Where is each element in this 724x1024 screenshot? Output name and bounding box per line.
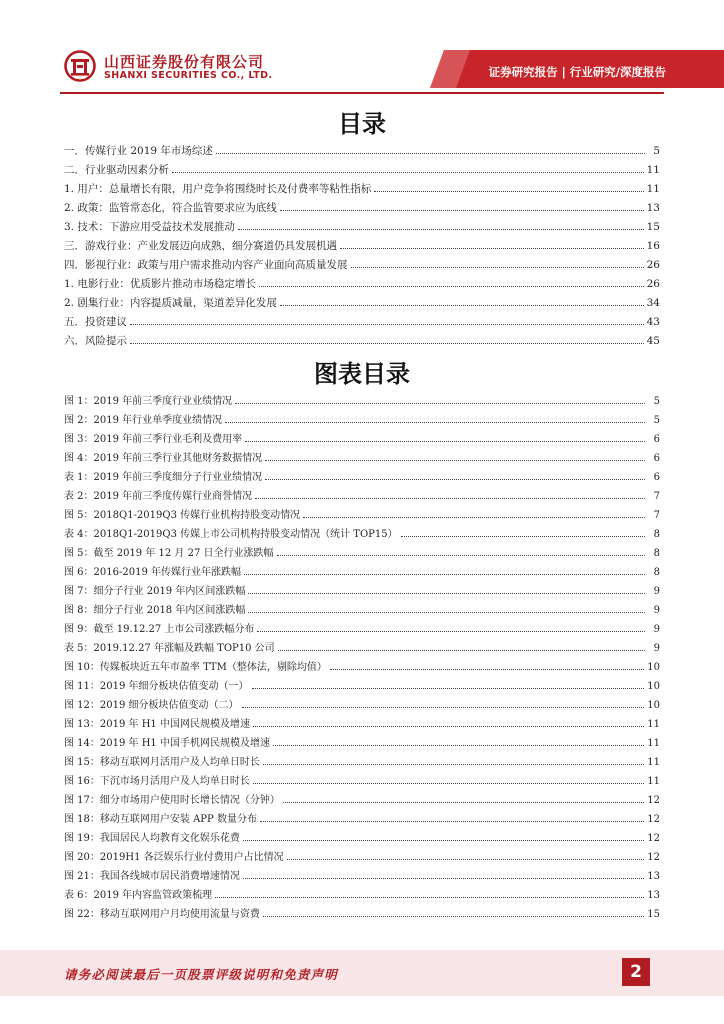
figure-entry-page: 13 xyxy=(647,871,660,882)
toc-entry-label: 五．投资建议 xyxy=(64,316,127,328)
dot-leader xyxy=(253,775,644,784)
figure-entry[interactable] xyxy=(64,563,660,582)
toc-entry-page: 43 xyxy=(646,316,660,328)
figure-entry-page: 11 xyxy=(647,757,660,768)
toc-entry[interactable] xyxy=(64,295,660,314)
toc-entry-page: 5 xyxy=(653,145,660,157)
figure-entry-label: 图 1：2019 年前三季度行业业绩情况 xyxy=(64,396,233,407)
page-number: 2 xyxy=(622,958,650,986)
disclaimer-note: 请务必阅读最后一页股票评级说明和免责声明 xyxy=(64,967,339,982)
figure-entry-label: 图 10：传媒板块近五年市盈率 TTM（整体法，剔除均值） xyxy=(64,662,327,673)
figure-entry-label: 图 5：截至 2019 年 12 月 27 日全行业涨跌幅 xyxy=(64,548,274,559)
figure-entry-label: 图 18：移动互联网用户安装 APP 数量分布 xyxy=(64,814,257,825)
figure-entry-label: 图 19：我国居民人均教育文化娱乐花费 xyxy=(64,833,240,844)
toc-entry[interactable] xyxy=(64,143,660,162)
figure-entry-label: 图 17：细分市场用户使用时长增长情况（分钟） xyxy=(64,795,280,806)
dot-leader xyxy=(265,452,645,461)
figure-entry-page: 11 xyxy=(647,738,660,749)
figure-entry[interactable] xyxy=(64,696,660,715)
figure-entry-page: 8 xyxy=(653,529,660,540)
figure-entry-label: 图 21：我国各线城市居民消费增速情况 xyxy=(64,871,240,882)
toc-entry-label: 六．风险提示 xyxy=(64,335,127,347)
toc-entry-label: 2. 剧集行业：内容提质减量，渠道差异化发展 xyxy=(64,297,277,309)
figure-entry-page: 13 xyxy=(647,890,660,901)
figure-entry-label: 图 14：2019 年 H1 中国手机网民规模及增速 xyxy=(64,738,270,749)
dot-leader xyxy=(245,433,645,442)
figure-entry[interactable] xyxy=(64,411,660,430)
figure-entry-label: 图 2：2019 年行业单季度业绩情况 xyxy=(64,415,223,426)
dot-leader xyxy=(252,680,645,689)
toc-entry-label: 三．游戏行业：产业发展迈向成熟，细分赛道仍具发展机遇 xyxy=(64,240,337,252)
figure-entry[interactable] xyxy=(64,449,660,468)
report-type-label: 证券研究报告 | 行业研究/深度报告 xyxy=(488,65,666,79)
figure-entry-page: 7 xyxy=(653,510,660,521)
toc-entry-label: 一．传媒行业 2019 年市场综述 xyxy=(64,145,213,157)
dot-leader xyxy=(130,334,644,344)
figure-entry[interactable] xyxy=(64,430,660,449)
toc-entry[interactable] xyxy=(64,219,660,238)
figure-entry[interactable] xyxy=(64,772,660,791)
toc-entry-page: 26 xyxy=(646,278,660,290)
dot-leader xyxy=(273,737,644,746)
dot-leader xyxy=(340,239,644,249)
toc-entry-page: 13 xyxy=(646,202,660,214)
dot-leader xyxy=(255,490,645,499)
dot-leader xyxy=(401,528,645,537)
figure-entry[interactable] xyxy=(64,715,660,734)
figure-entry-page: 12 xyxy=(647,814,660,825)
dot-leader xyxy=(287,851,645,860)
figure-entry-page: 9 xyxy=(653,586,660,597)
figure-entry-label: 图 15：移动互联网月活用户及人均单日时长 xyxy=(64,757,260,768)
page-footer xyxy=(0,950,724,996)
figure-entry-page: 5 xyxy=(653,396,660,407)
figure-entry-label: 图 3：2019 年前三季行业毛利及费用率 xyxy=(64,434,243,445)
figure-entry-label: 图 8：细分子行业 2018 年内区间涨跌幅 xyxy=(64,605,246,616)
figure-entry-label: 图 13：2019 年 H1 中国网民规模及增速 xyxy=(64,719,250,730)
company-name-cn: 山西证券股份有限公司 xyxy=(104,53,265,71)
figure-entry[interactable] xyxy=(64,848,660,867)
toc-entry-label: 四．影视行业：政策与用户需求推动内容产业面向高质量发展 xyxy=(64,259,348,271)
figure-entry-label: 表 4：2018Q1-2019Q3 传媒上市公司机构持股变动情况（统计 TOP15） xyxy=(64,529,398,540)
dot-leader xyxy=(244,566,645,575)
figure-index-title: 图表目录 xyxy=(314,359,410,388)
figure-entry-label: 表 1：2019 年前三季度细分子行业业绩情况 xyxy=(64,472,263,483)
dot-leader xyxy=(278,642,645,651)
figure-entry-label: 表 5：2019.12.27 年涨幅及跌幅 TOP10 公司 xyxy=(64,643,275,654)
figure-entry[interactable] xyxy=(64,506,660,525)
figure-entry-label: 图 12：2019 细分板块估值变动（二） xyxy=(64,700,239,711)
figure-entry[interactable] xyxy=(64,867,660,886)
figure-entry-page: 8 xyxy=(653,567,660,578)
toc-entry-label: 二．行业驱动因素分析 xyxy=(64,164,169,176)
toc-entry-page: 16 xyxy=(646,240,660,252)
figure-entry[interactable] xyxy=(64,525,660,544)
figure-entry[interactable] xyxy=(64,753,660,772)
dot-leader xyxy=(280,296,644,306)
toc-entry-page: 11 xyxy=(646,183,660,195)
dot-leader xyxy=(242,699,645,708)
dot-leader xyxy=(248,585,645,594)
figure-entry[interactable] xyxy=(64,791,660,810)
figure-index-list xyxy=(64,392,660,924)
figure-entry[interactable] xyxy=(64,601,660,620)
figure-entry-page: 15 xyxy=(647,909,660,920)
dot-leader xyxy=(253,718,644,727)
dot-leader xyxy=(235,395,645,404)
figure-entry[interactable] xyxy=(64,620,660,639)
figure-entry-label: 图 20：2019H1 各泛娱乐行业付费用户占比情况 xyxy=(64,852,284,863)
figure-entry-page: 5 xyxy=(653,415,660,426)
toc-title: 目录 xyxy=(338,109,386,138)
figure-entry-page: 11 xyxy=(647,776,660,787)
dot-leader xyxy=(260,813,644,822)
figure-entry-page: 6 xyxy=(653,434,660,445)
toc-entry-label: 3. 技术：下游应用受益技术发展推动 xyxy=(64,221,235,233)
toc-entry-page: 15 xyxy=(646,221,660,233)
dot-leader xyxy=(263,756,644,765)
figure-entry-label: 图 7：细分子行业 2019 年内区间涨跌幅 xyxy=(64,586,246,597)
company-name-en: SHANXI SECURITIES CO., LTD. xyxy=(104,70,273,81)
toc-entry-page: 45 xyxy=(646,335,660,347)
toc-entry-label: 1. 电影行业：优质影片推动市场稳定增长 xyxy=(64,278,256,290)
figure-entry[interactable] xyxy=(64,639,660,658)
dot-leader xyxy=(248,604,645,613)
figure-entry-label: 图 5：2018Q1-2019Q3 传媒行业机构持股变动情况 xyxy=(64,510,301,521)
dot-leader xyxy=(172,163,644,173)
figure-entry[interactable] xyxy=(64,677,660,696)
figure-entry-page: 9 xyxy=(653,605,660,616)
toc-entry[interactable] xyxy=(64,200,660,219)
toc-entry[interactable] xyxy=(64,162,660,181)
figure-entry-page: 9 xyxy=(653,624,660,635)
dot-leader xyxy=(216,144,645,154)
toc-entry-label: 2. 政策：监管常态化，符合监管要求应为底线 xyxy=(64,202,277,214)
dot-leader xyxy=(215,889,644,898)
figure-entry-label: 表 2：2019 年前三季度传媒行业商誉情况 xyxy=(64,491,253,502)
figure-entry-label: 图 6：2016-2019 年传媒行业年涨跌幅 xyxy=(64,567,241,578)
dot-leader xyxy=(283,794,644,803)
figure-entry-page: 10 xyxy=(647,681,660,692)
figure-entry-page: 8 xyxy=(653,548,660,559)
figure-entry-page: 6 xyxy=(653,453,660,464)
dot-leader xyxy=(263,908,644,917)
figure-entry-label: 图 11：2019 年细分板块估值变动（一） xyxy=(64,681,249,692)
company-logo-icon xyxy=(64,50,96,82)
dot-leader xyxy=(277,547,645,556)
figure-entry[interactable] xyxy=(64,544,660,563)
figure-entry[interactable] xyxy=(64,658,660,677)
figure-entry[interactable] xyxy=(64,829,660,848)
figure-entry[interactable] xyxy=(64,582,660,601)
figure-entry[interactable] xyxy=(64,468,660,487)
dot-leader xyxy=(280,201,644,211)
figure-entry-page: 9 xyxy=(653,643,660,654)
toc-entry-page: 34 xyxy=(646,297,660,309)
figure-entry[interactable] xyxy=(64,392,660,411)
dot-leader xyxy=(330,661,644,670)
figure-entry[interactable] xyxy=(64,905,660,924)
figure-entry-label: 图 4：2019 年前三季行业其他财务数据情况 xyxy=(64,453,263,464)
dot-leader xyxy=(243,832,644,841)
page-header xyxy=(0,0,724,96)
dot-leader xyxy=(225,414,645,423)
toc-entry[interactable] xyxy=(64,276,660,295)
dot-leader xyxy=(374,182,643,192)
figure-entry-label: 图 16：下沉市场月活用户及人均单日时长 xyxy=(64,776,250,787)
toc-list xyxy=(64,143,660,352)
dot-leader xyxy=(130,315,644,325)
dot-leader xyxy=(303,509,645,518)
figure-entry[interactable] xyxy=(64,886,660,905)
figure-entry[interactable] xyxy=(64,487,660,506)
figure-entry-page: 11 xyxy=(647,719,660,730)
figure-entry-label: 表 6：2019 年内容监管政策梳理 xyxy=(64,890,213,901)
dot-leader xyxy=(259,277,644,287)
figure-entry[interactable] xyxy=(64,810,660,829)
figure-entry-label: 图 22：移动互联网用户月均使用流量与资费 xyxy=(64,909,260,920)
toc-entry[interactable] xyxy=(64,181,660,200)
dot-leader xyxy=(238,220,644,230)
figure-entry[interactable] xyxy=(64,734,660,753)
figure-entry-page: 12 xyxy=(647,852,660,863)
toc-entry-page: 26 xyxy=(646,259,660,271)
figure-entry-page: 12 xyxy=(647,833,660,844)
figure-entry-page: 10 xyxy=(647,700,660,711)
toc-entry-page: 11 xyxy=(646,164,660,176)
figure-entry-page: 6 xyxy=(653,472,660,483)
figure-entry-label: 图 9：截至 19.12.27 上市公司涨跌幅分布 xyxy=(64,624,255,635)
toc-entry[interactable] xyxy=(64,257,660,276)
header-divider xyxy=(60,92,664,94)
dot-leader xyxy=(351,258,644,268)
toc-entry-label: 1. 用户：总量增长有限，用户竞争将围绕时长及付费率等粘性指标 xyxy=(64,183,372,195)
dot-leader xyxy=(265,471,645,480)
toc-entry[interactable] xyxy=(64,314,660,333)
figure-entry-page: 12 xyxy=(647,795,660,806)
figure-entry-page: 7 xyxy=(653,491,660,502)
dot-leader xyxy=(243,870,644,879)
dot-leader xyxy=(257,623,645,632)
figure-entry-page: 10 xyxy=(647,662,660,673)
toc-entry[interactable] xyxy=(64,238,660,257)
toc-entry[interactable] xyxy=(64,333,660,352)
